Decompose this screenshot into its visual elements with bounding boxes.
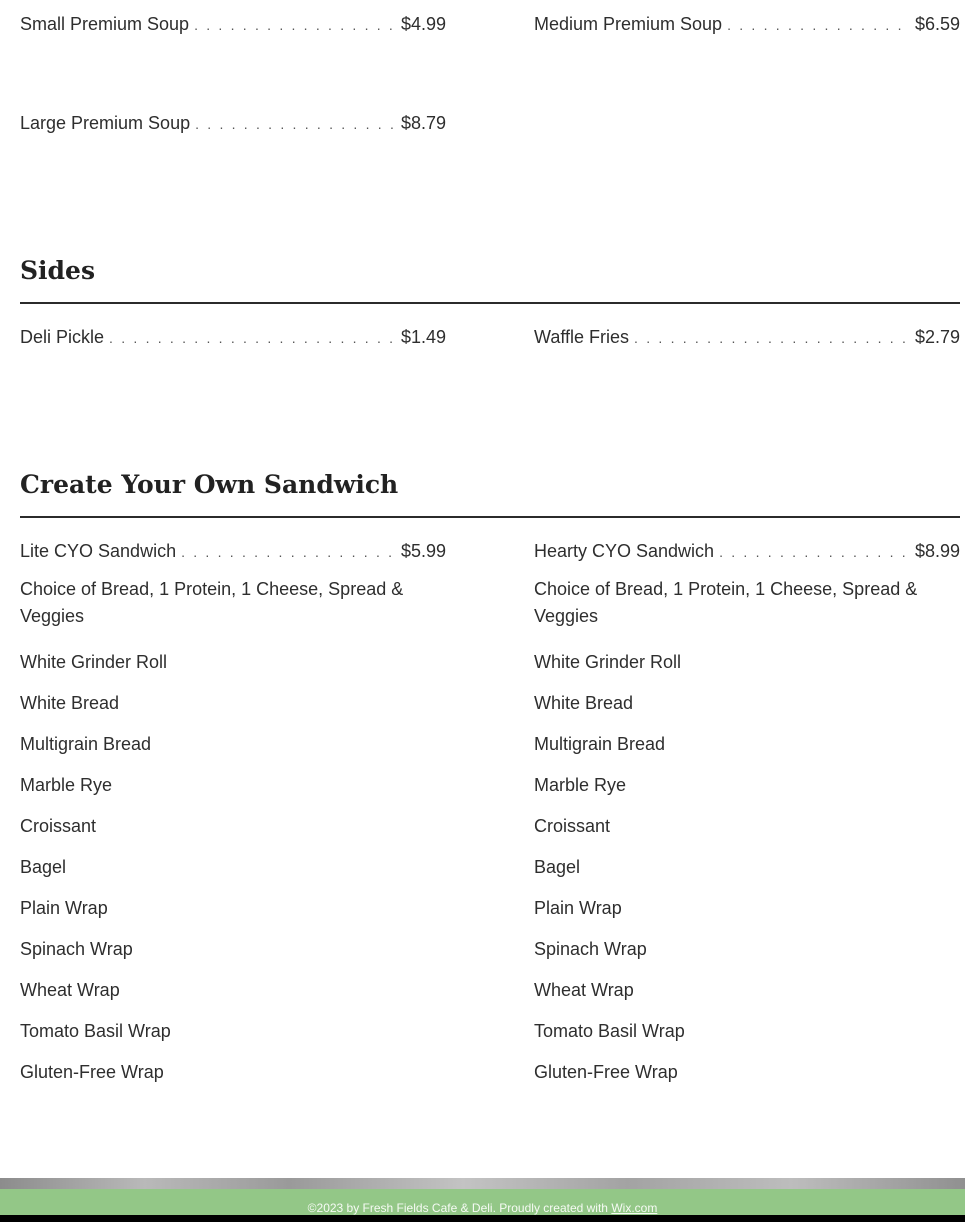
section-divider [20, 302, 960, 304]
item-price: $1.49 [400, 327, 446, 347]
bread-option: Wheat Wrap [20, 980, 120, 1000]
item-price: $6.59 [914, 14, 960, 34]
dot-leader [194, 13, 396, 37]
wix-link[interactable]: Wix.com [611, 1201, 658, 1215]
section-divider [20, 516, 960, 518]
bread-option: Marble Rye [20, 775, 113, 795]
bread-options-list [534, 650, 685, 1101]
item-name: Large Premium Soup [20, 113, 191, 133]
bread-option: Bagel [20, 857, 67, 877]
item-name: Waffle Fries [534, 327, 630, 347]
bread-option: Gluten-Free Wrap [20, 1062, 164, 1082]
item-price: $8.99 [914, 541, 960, 561]
bread-option: Marble Rye [534, 775, 627, 795]
dot-leader [719, 540, 910, 564]
site-footer [0, 1189, 965, 1215]
menu-item-deli-pickle [20, 325, 446, 350]
bread-option: Multigrain Bread [20, 734, 152, 754]
item-price: $2.79 [914, 327, 960, 347]
bread-option: White Grinder Roll [20, 652, 168, 672]
bread-option: White Bread [20, 693, 120, 713]
bread-option: Tomato Basil Wrap [20, 1021, 171, 1041]
bread-option: Croissant [534, 816, 611, 836]
copyright-label: ©2023 by Fresh Fields Cafe & Deli. Proudly created with [307, 1201, 612, 1215]
item-description: Choice of Bread, 1 Protein, 1 Cheese, Spread & Veggies [534, 579, 918, 626]
item-price: $8.79 [400, 113, 446, 133]
item-price: $5.99 [400, 541, 446, 561]
menu-item-hearty-cyo-sandwich [534, 539, 960, 564]
item-name: Lite CYO Sandwich [20, 541, 177, 561]
dot-leader [109, 326, 396, 350]
menu-item-small-premium-soup [20, 12, 446, 37]
item-name: Medium Premium Soup [534, 14, 723, 34]
item-name: Small Premium Soup [20, 14, 190, 34]
bread-option: Spinach Wrap [534, 939, 647, 959]
item-name: Hearty CYO Sandwich [534, 541, 715, 561]
bread-option: Wheat Wrap [534, 980, 634, 1000]
bread-options-list [20, 650, 171, 1101]
bread-option: Gluten-Free Wrap [534, 1062, 678, 1082]
item-name: Deli Pickle [20, 327, 105, 347]
item-description: Choice of Bread, 1 Protein, 1 Cheese, Spread & Veggies [20, 579, 404, 626]
menu-item-large-premium-soup [20, 111, 446, 136]
copyright-text [308, 1201, 658, 1215]
bread-option: Spinach Wrap [20, 939, 133, 959]
bread-option: White Bread [534, 693, 634, 713]
menu-item-medium-premium-soup [534, 12, 960, 37]
item-price: $4.99 [400, 14, 446, 34]
bread-option: White Grinder Roll [534, 652, 682, 672]
dot-leader [195, 112, 396, 136]
dot-leader [181, 540, 396, 564]
dot-leader [634, 326, 910, 350]
bread-option: Multigrain Bread [534, 734, 666, 754]
footer-image-strip [0, 1178, 965, 1189]
section-title-cyo: Create Your Own Sandwich [20, 470, 399, 499]
page-bottom-bar [0, 1215, 965, 1222]
menu-item-waffle-fries [534, 325, 960, 350]
menu-item-lite-cyo-sandwich [20, 539, 446, 564]
bread-option: Plain Wrap [534, 898, 622, 918]
section-title-sides: Sides [20, 256, 96, 285]
dot-leader [727, 13, 910, 37]
bread-option: Plain Wrap [20, 898, 108, 918]
bread-option: Croissant [20, 816, 97, 836]
bread-option: Tomato Basil Wrap [534, 1021, 685, 1041]
bread-option: Bagel [534, 857, 581, 877]
